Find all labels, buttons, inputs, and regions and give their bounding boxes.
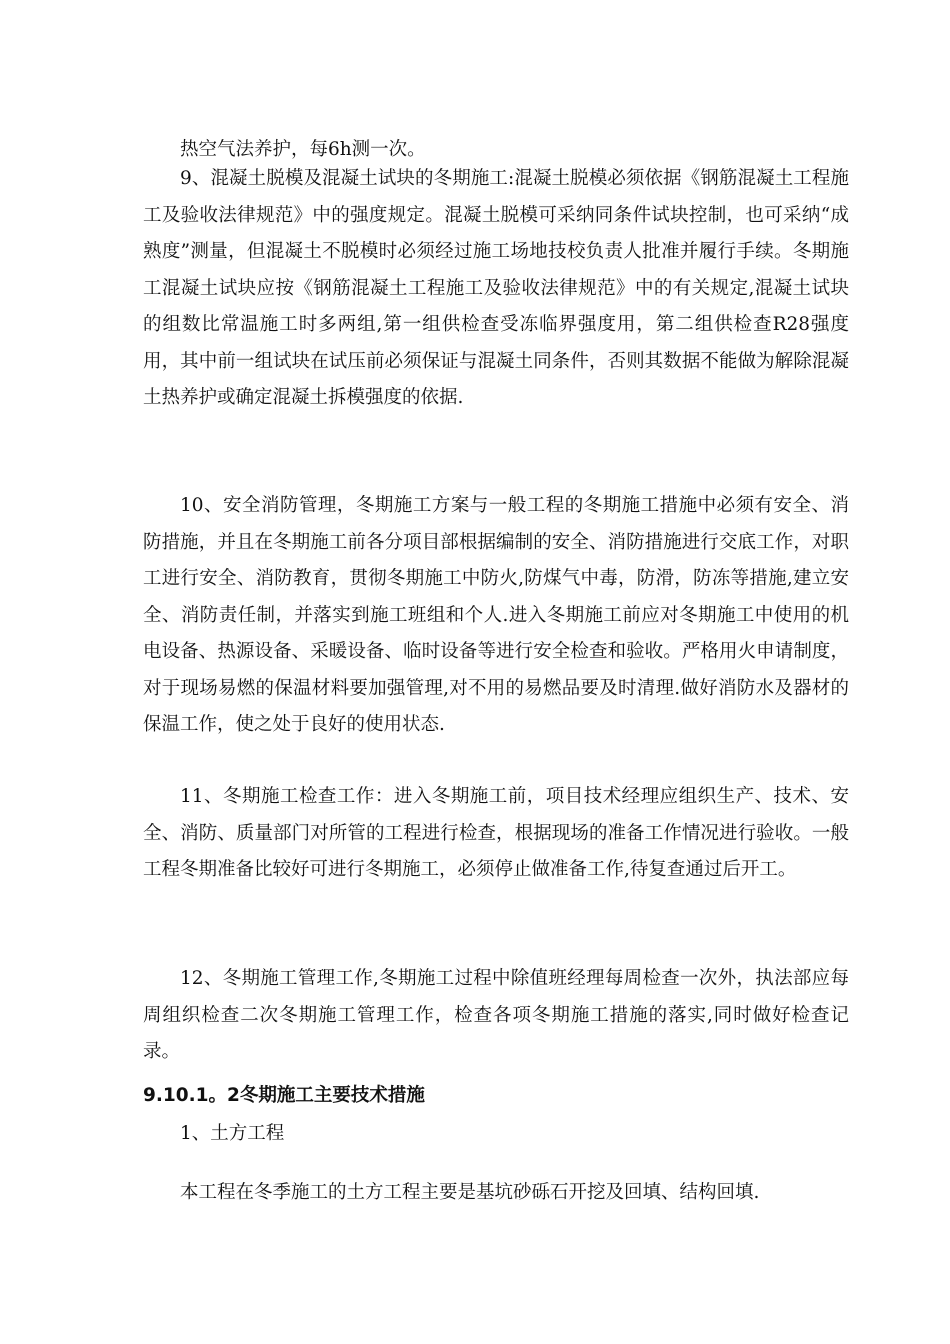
subsection-title: [143, 1116, 849, 1153]
paragraph-item-11: 11、冬期施工检查工作：进入冬期施工前，项目技术经理应组织生产、技术、安全、消防、质量部门对所管的工程进行检查，根据现场的准备工作情况进行验收。一般工程冬期准备比较好可进行冬期施工，必须停止做准备工作,待复查通过后开工。: [143, 786, 849, 880]
paragraph-item-10: 10、安全消防管理，冬期施工方案与一般工程的冬期施工措施中必须有安全、消防措施，并且在冬期施工前各分项目部根据编制的安全、消防措施进行交底工作，对职工进行安全、消防教育，贯彻冬期施工中防火,防煤气中毒，防滑，防冻等措施,建立安全、消防责任制，并落实到施工班组和个人.进入冬期施工前应对冬期施工中使用的机电设备、热源设备、采暖设备、临时设备等进行安全检查和验收。严格用火申请制度，对于现场易燃的保温材料要加强管理,对不用的易燃品要及时清理.做好消防水及器材的保温工作，使之处于良好的使用状态.: [143, 495, 849, 735]
paragraph-text: 热空气法养护，每6h测一次。: [180, 139, 426, 160]
paragraph-item-12: 12、冬期施工管理工作,冬期施工过程中除值班经理每周检查一次外，执法部应每周组织检查二次冬期施工管理工作，检查各项冬期施工措施的落实,同时做好检查记录。: [143, 968, 849, 1062]
section-heading: 9.10.1。2冬期施工主要技术措施: [143, 1085, 425, 1106]
paragraph-item-9: 9、混凝土脱模及混凝土试块的冬期施工:混凝土脱模必须依据《钢筋混凝土工程施工及验收法律规范》中的强度规定。混凝土脱模可采纳同条件试块控制，也可采纳“成熟度”测量，但混凝土不脱模时必须经过施工场地技校负责人批准并履行手续。冬期施工混凝土试块应按《钢筋混凝土工程施工及验收法律规范》中的有关规定,混凝土试块的组数比常温施工时多两组,第一组供检查受冻临界强度用，第二组供检查R28强度用，其中前一组试块在试压前必须保证与混凝土同条件，否则其数据不能做为解除混凝土热养护或确定混凝土拆模强度的依据.: [143, 168, 849, 408]
paragraph-earthwork: [143, 1175, 849, 1212]
paragraph-text: 本工程在冬季施工的土方工程主要是基坑砂砾石开挖及回填、结构回填.: [180, 1182, 760, 1203]
subsection-title-text: 1、土方工程: [180, 1123, 285, 1144]
